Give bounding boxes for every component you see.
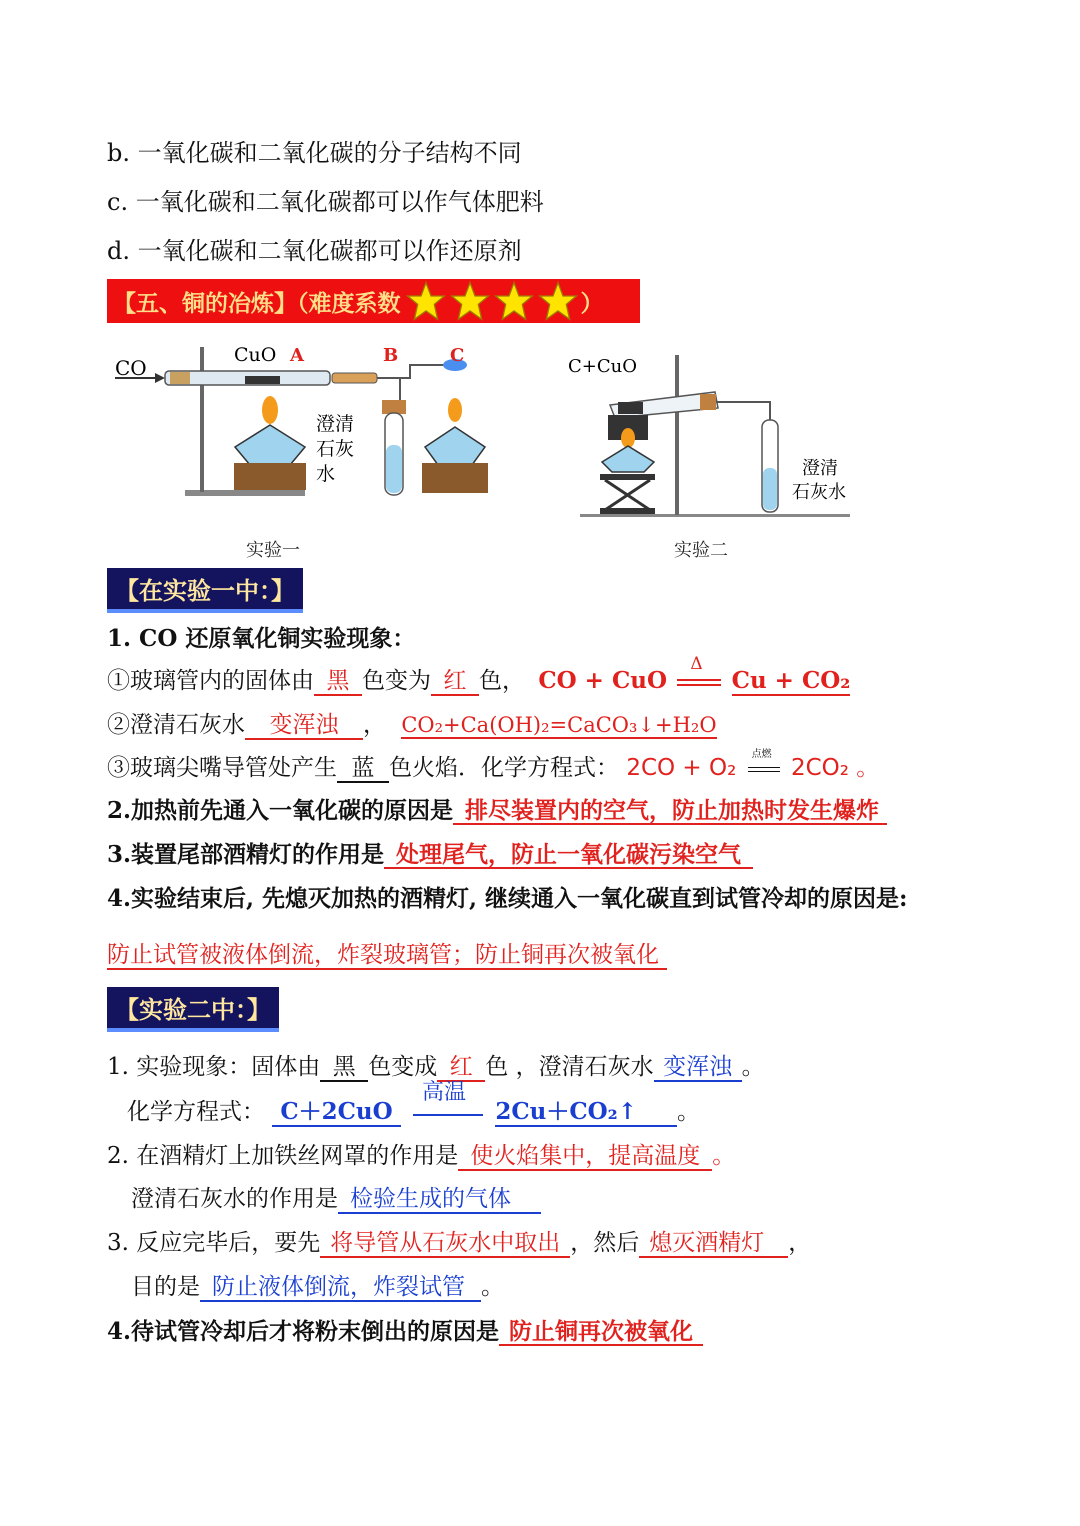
p1-q1: 1. CO 还原氧化铜实验现象： — [107, 625, 416, 652]
tag-part2: 【实验二中：】 — [107, 987, 279, 1032]
p1-q4: 4.实验结束后, 先熄灭加热的酒精灯, 继续通入一氧化碳直到试管冷却的原因是: — [107, 885, 908, 912]
star-icon — [493, 281, 535, 321]
label-co: CO — [115, 356, 147, 380]
limewater2-label-2: 石灰水 — [792, 482, 846, 503]
limewater2-label-1: 澄清 — [802, 458, 838, 479]
p2-line1: 1. 实验现象：固体由 黑 色变成 红 色 ，澄清石灰水 变浑浊 。 — [107, 1048, 765, 1082]
p1-line1: ①玻璃管内的固体由 黑 色变为 红 色， CO + CuO Δ Cu + CO₂ — [107, 662, 850, 696]
p2-line2: 2. 在酒精灯上加铁丝网罩的作用是 使火焰集中，提高温度 。 — [107, 1137, 735, 1171]
p1-blank-black: 黑 — [314, 669, 362, 696]
p2-equation: 化学方程式： C＋2CuO 高温 2Cu＋CO₂↑ 。 — [127, 1080, 701, 1125]
p1-blank-red: 红 — [431, 669, 479, 696]
limewater-label-2: 石灰 — [316, 438, 355, 460]
p1-eq3-right: 2CO₂ 。 — [790, 755, 880, 781]
lamp-c — [425, 427, 485, 465]
option-c: c. 一氧化碳和二氧化碳都可以作气体肥料 — [107, 188, 544, 216]
label-b: B — [383, 345, 399, 366]
p2-eq-left: C＋2CuO — [272, 1098, 400, 1127]
p2-q4-answer: 防止铜再次被氧化 — [499, 1319, 703, 1346]
star-icon — [449, 281, 491, 321]
label-cuo: CuO — [234, 344, 277, 366]
lamp-a — [235, 425, 305, 465]
p1-q4-answer-wrap — [107, 936, 667, 969]
p2-line3: 3. 反应完毕后，要先 将导管从石灰水中取出 ，然后 熄灭酒精灯 ， — [107, 1224, 811, 1258]
p2-line4: 4.待试管冷却后才将粉末倒出的原因是 防止铜再次被氧化 — [107, 1313, 703, 1346]
stand-rod-2 — [675, 355, 679, 515]
p2-eq-cond: 高温 — [408, 1099, 488, 1125]
p2-q3b-answer: 防止液体倒流，炸裂试管 — [200, 1275, 481, 1302]
experiment-1-diagram — [110, 335, 510, 505]
stand-rod — [200, 347, 204, 492]
p2-q2b-answer: 检验生成的气体 — [338, 1187, 541, 1214]
p1-blank-blue: 蓝 — [337, 756, 389, 783]
limewater-label-3: 水 — [316, 463, 336, 485]
caption-exp2: 实验二 — [674, 540, 728, 561]
p1-q4-answer: 防止试管被液体倒流，炸裂玻璃管；防止铜再次被氧化 — [107, 942, 667, 970]
tag-part1: 【在实验一中：】 — [107, 568, 303, 613]
p2-q3-answer-2: 熄灭酒精灯 — [639, 1231, 788, 1258]
c-cuo-powder — [618, 402, 643, 414]
p1-q3: 3.装置尾部酒精灯的作用是 处理尾气，防止一氧化碳污染空气 — [107, 836, 753, 869]
caption-exp1: 实验一 — [246, 540, 300, 561]
flame-c — [448, 398, 462, 422]
experiment-2-diagram — [568, 350, 860, 520]
option-d: d. 一氧化碳和二氧化碳都可以作还原剂 — [107, 237, 522, 265]
p2-blank-red: 红 — [437, 1055, 485, 1082]
p2-q2-answer: 使火焰集中，提高温度 — [458, 1144, 712, 1171]
p1-eq3-cond: 点燃 — [744, 755, 784, 781]
section-title-end: ） — [580, 289, 604, 317]
p1-eq2: CO₂+Ca(OH)₂=CaCO₃↓+H₂O — [401, 713, 717, 737]
p2-eq-right: 2Cu＋CO₂↑ — [495, 1098, 677, 1127]
section-title: 【五、铜的冶炼】（难度系数 — [113, 289, 401, 317]
option-b: b. 一氧化碳和二氧化碳的分子结构不同 — [107, 139, 522, 167]
p1-q2: 2.加热前先通入一氧化碳的原因是 排尽装置内的空气，防止加热时发生爆炸 — [107, 792, 887, 825]
limewater-label-1: 澄清 — [316, 413, 355, 435]
p1-q2-answer: 排尽装置内的空气，防止加热时发生爆炸 — [453, 798, 887, 825]
p2-blank-turbid: 变浑浊 — [654, 1055, 742, 1082]
label-a: A — [290, 345, 304, 366]
p2-blank-black: 黑 — [320, 1055, 368, 1082]
p2-q3-answer-1: 将导管从石灰水中取出 — [320, 1231, 570, 1258]
star-icon — [405, 281, 447, 321]
star-icon — [537, 281, 579, 321]
section-banner — [107, 279, 640, 323]
rubber-tube — [332, 373, 377, 383]
label-c-cuo: C+CuO — [568, 356, 637, 377]
p2-line2b: 澄清石灰水的作用是 检验生成的气体 — [131, 1180, 541, 1214]
p1-line3: ③玻璃尖嘴导管处产生 蓝 色火焰．化学方程式： 2CO + O₂ 点燃 2CO₂ 。 — [107, 749, 879, 783]
p1-q3-answer: 处理尾气，防止一氧化碳污染空气 — [384, 842, 753, 869]
p1-blank-turbid: 变浑浊 — [245, 713, 363, 740]
block-c — [422, 463, 488, 493]
difficulty-stars — [405, 281, 579, 321]
lamp-2 — [602, 446, 654, 472]
p1-line2: ②澄清石灰水 变浑浊 ， CO₂+Ca(OH)₂=CaCO₃↓+H₂O — [107, 706, 717, 740]
p1-eq3-left: 2CO + O₂ — [626, 755, 737, 781]
cuo-powder — [245, 376, 280, 384]
flame-a — [262, 396, 278, 424]
p1-eq1-right: Cu + CO₂ — [731, 667, 851, 694]
p1-eq1-cond: Δ — [674, 668, 724, 694]
label-c: C — [450, 345, 465, 366]
p1-eq1-left: CO + CuO — [538, 667, 668, 694]
block-a — [234, 463, 306, 490]
p2-line3b: 目的是 防止液体倒流，炸裂试管 。 — [131, 1268, 504, 1302]
